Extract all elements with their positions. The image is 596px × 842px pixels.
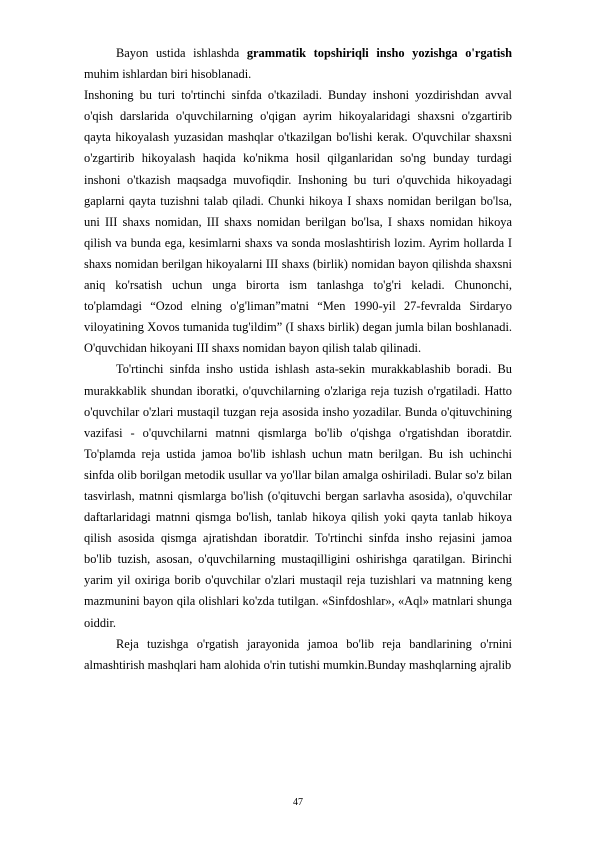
- paragraph-2: Inshoning bu turi to'rtinchi sinfda o'tkaziladi. Bunday inshoni yozdirishdan avval o'qish darslarida o'quvchilarning o'qigan ayrim hikoyalaridagi shaxsni o'zgartirib qayta hikoyalash yuzasidan mashqlar o'tkazilgan bo'lishi kerak. O'quvchilar shaxsni o'zgartirib hikoyalash haqida ko'nikma hosil qilganlaridan so'ng bunday turdagi inshoni o'tkazish maqsadga muvofiqdir. Inshoning bu turi o'quvchida hikoyadagi gaplarni qayta tuzishni talab qiladi. Chunki hikoya I shaxs nomidan berilgan bo'lsa, uni III shaxs nomidan, III shaxs nomidan berilgan bo'lsa, I shaxs nomidan hikoya qilish va bunda ega, kesimlarni shaxs va sonda moslashtirish lozim. Ayrim hollarda I shaxs nomidan berilgan hikoyalarni III shaxs (birlik) nomidan bayon qilishda shaxsni aniq ko'rsatish uchun unga birorta ism tanlashga to'g'ri keladi. Chunonchi, to'plamdagi “Ozod elning o'g'liman”matni “Men 1990-yil 27-fevralda Sirdaryo viloyatining Xovos tumanida tug'ildim” (I shaxs birlik) degan jumla bilan boshlanadi. O'quvchidan hikoyani III shaxs nomidan bayon qilish talab qilinadi.: [84, 88, 512, 356]
- paragraph-1: [84, 43, 512, 85]
- paragraph-4: Reja tuzishga o'rgatish jarayonida jamoa bo'lib reja bandlarining o'rnini almashtirish mashqlari ham alohida o'rin tutishi mumkin.Bunday mashqlarning ajralib: [84, 636, 512, 672]
- paragraph-3: To'rtinchi sinfda insho ustida ishlash asta-sekin murakkablashib boradi. Bu murakkablik shundan iboratki, o'quvchilarning o'zlariga reja tuzish o'rgatiladi. Hatto o'quvchilar o'zlari mustaqil tuzgan reja asosida insho yozadilar. Bunda o'qituvchining vazifasi - o'quvchilarni matnni qismlarga bo'lib o'qishga o'rgatishdan iboratdir. To'plamda reja ustida jamoa bo'lib ishlash uchun matn berilgan. Bu ish uchinchi sinfda olib borilgan metodik usullar va yo'llar bilan amalga oshiriladi. Bular so'z bilan tasvirlash, matnni qismlarga bo'lish (o'qituvchi bergan sarlavha asosida), o'quvchilar daftarlaridagi matnni qismga bo'lish, tanlab hikoya qilish yoki qayta tanlab hikoya qilish asosida qismga ajratishdan iboratdir. To'rtinchi sinfda insho rejasini jamoa bo'lib tuzish, asosan, o'quvchilarning mustaqilligini oshirishga qaratilgan. Birinchi yarim yil oxiriga borib o'quvchilar o'zlari mustaqil reja tuzishlari va matnning keng mazmunini bayon qila olishlari ko'zda tutilgan. «Sinfdoshlar», «Aql» matnlari shunga oiddir.: [84, 362, 512, 630]
- page-number: 47: [293, 797, 303, 808]
- paragraph-1-start: Bayon ustida ishlashda: [116, 46, 247, 60]
- body-text: [84, 43, 512, 676]
- paragraph-1-end: muhim ishlardan biri hisoblanadi.: [84, 67, 252, 82]
- bold-term: grammatik topshiriqli insho yozishga o'rgatish: [246, 46, 513, 60]
